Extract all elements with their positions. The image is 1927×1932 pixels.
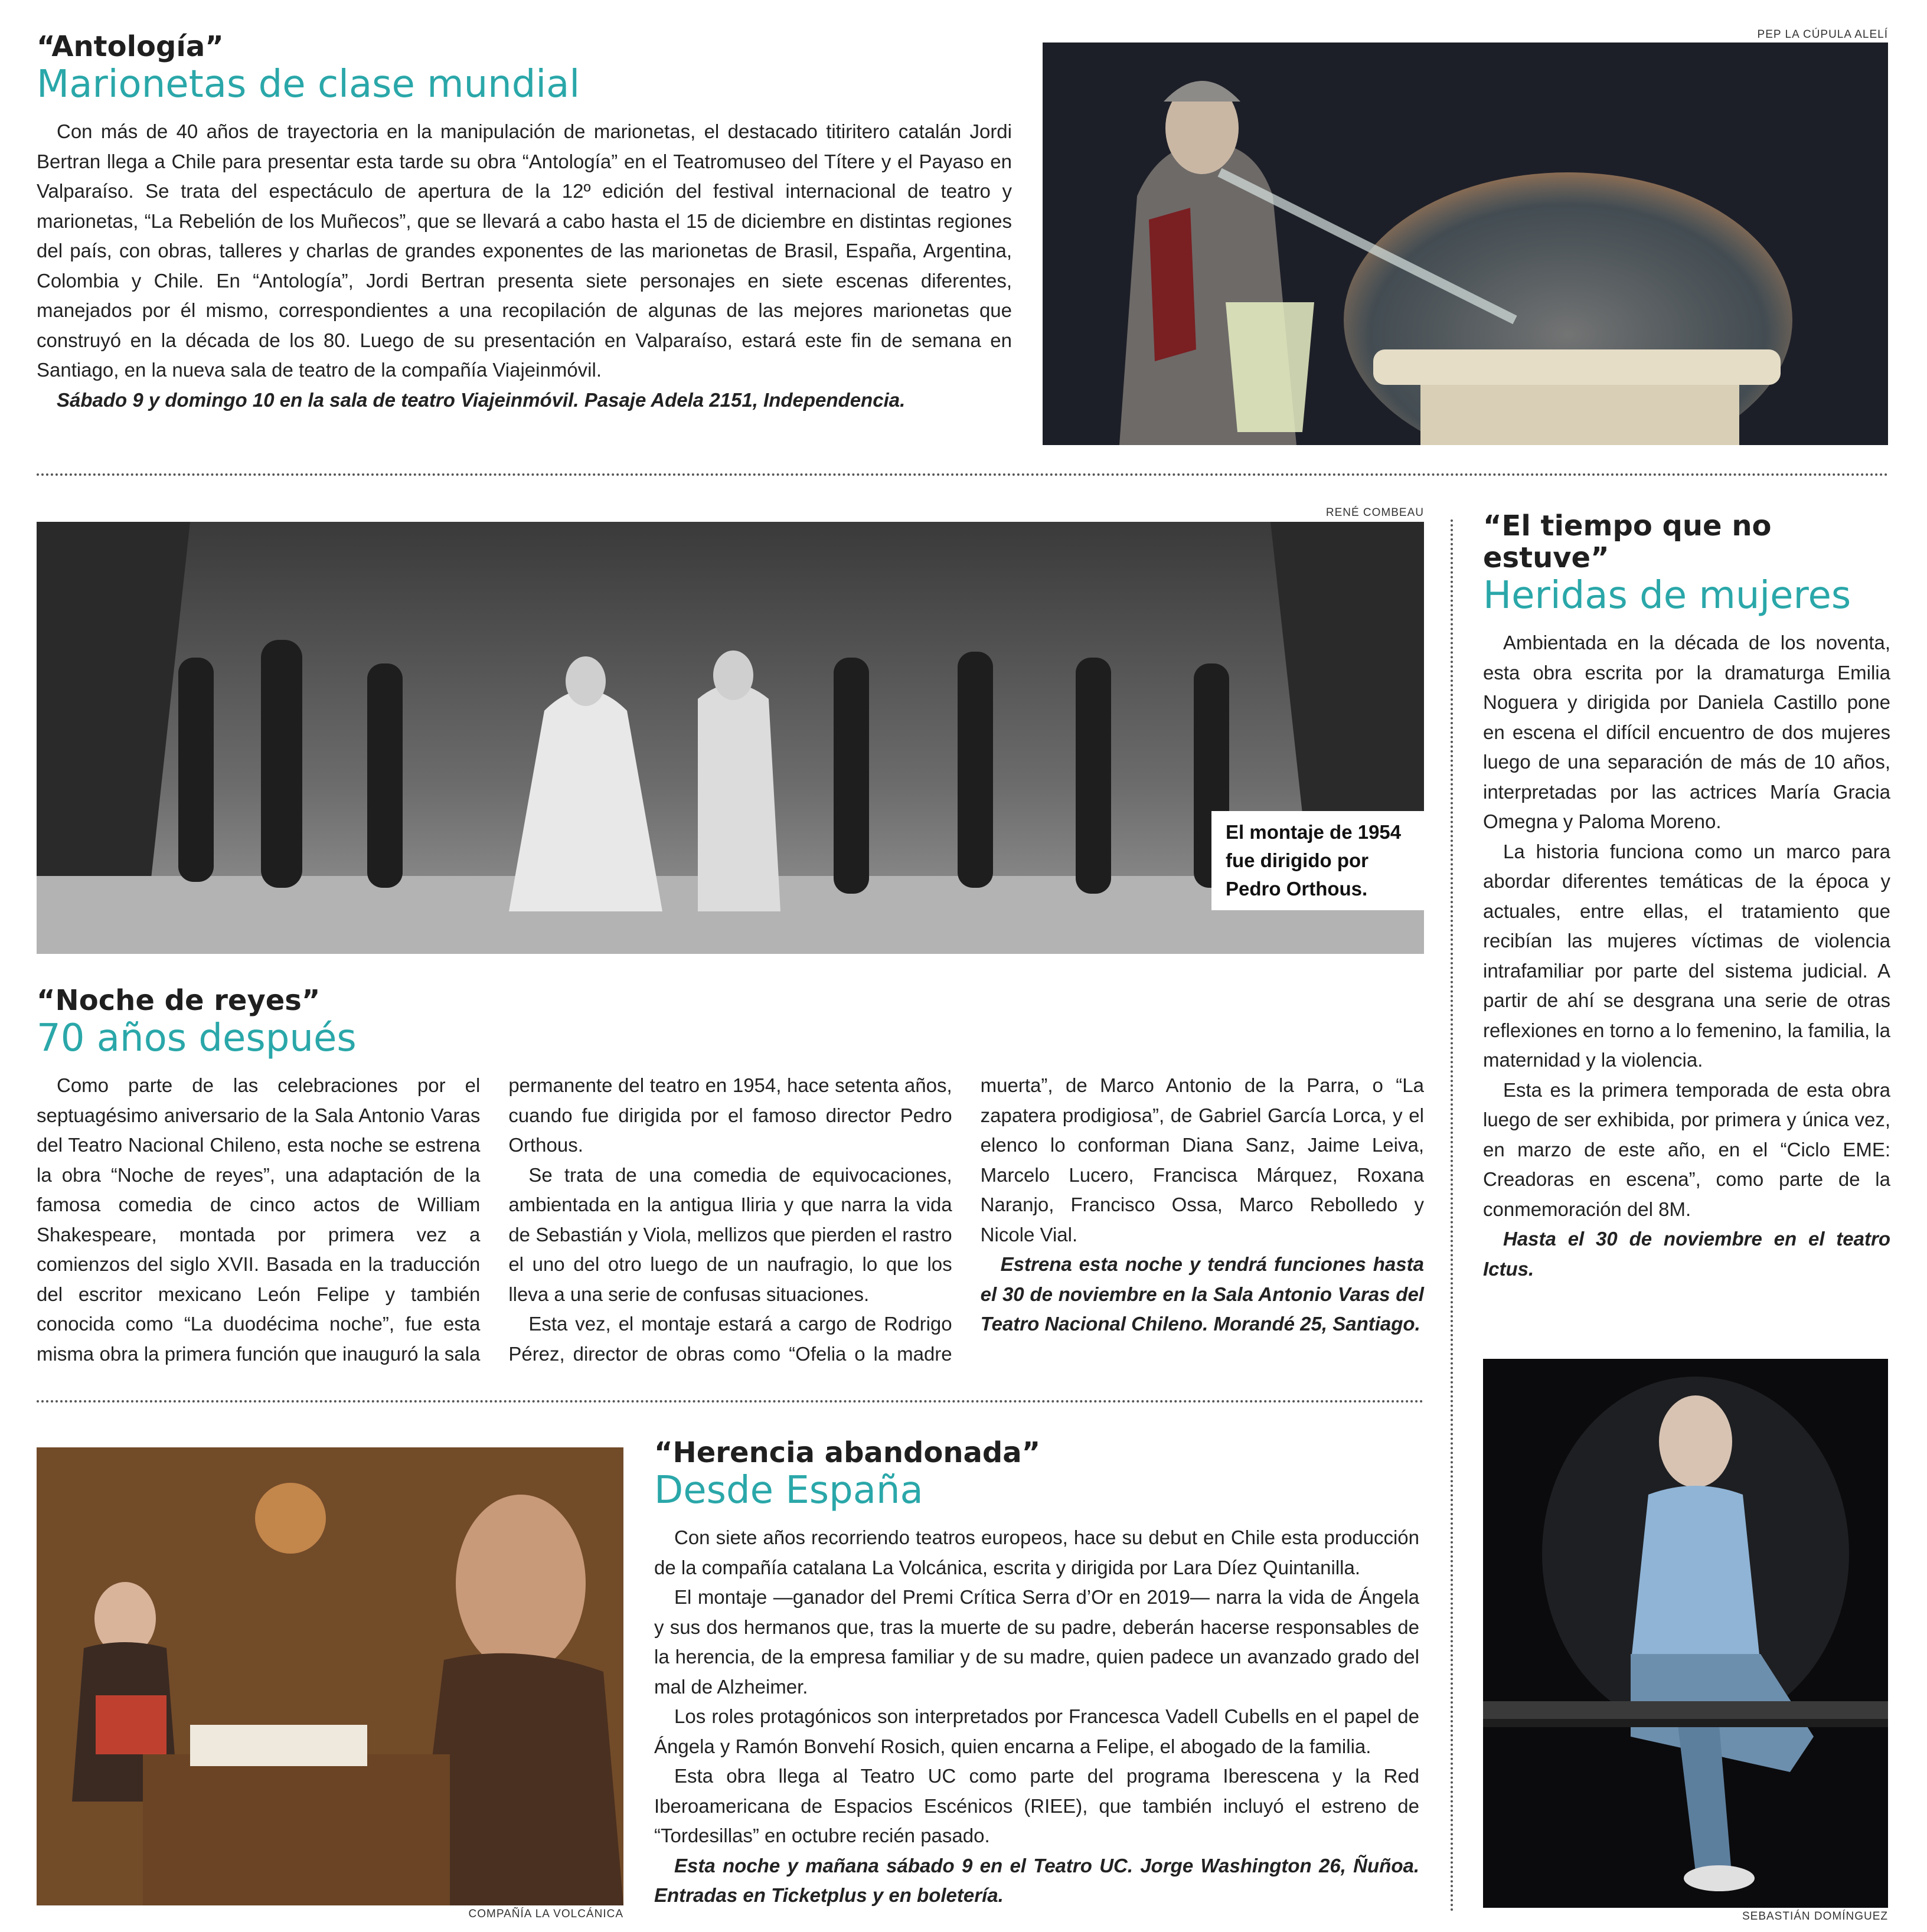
antologia-photo [1043,43,1888,445]
antologia-headline: Marionetas de clase mundial [37,63,580,106]
tiempo-photo [1483,1359,1888,1908]
section-divider-top [37,473,1889,476]
antologia-body [37,117,1012,415]
tiempo-kicker: “El tiempo que no estuve” [1483,509,1772,574]
herencia-headline: Desde España [654,1469,923,1512]
antologia-photo-credit: PEP LA CÚPULA ALELÍ [1757,28,1888,41]
tiempo-body [1483,628,1890,1284]
noche-kicker: “Noche de reyes” [37,984,321,1017]
antologia-kicker: “Antología” [37,30,224,63]
noche-body [37,1071,1424,1369]
article-antologia [37,31,1012,415]
tiempo-paragraph-2: La historia funciona como un marco para abordar diferentes temáticas de la época y actuales, entre ellas, el tratamiento que recibían las mujeres víctimas de violencia intrafamiliar por parte del sistema judicial. A partir de ahí se desgrana una serie de otras reflexiones en torno a lo femenino, la familia, la maternidad y la violencia. [1483,840,1890,1071]
noche-paragraph-3: Esta vez, el montaje estará a cargo de Rodrigo Pérez, director de obras como “Ofelia o la madre muerta”, de Marco Antonio de la Parra, o “La zapatera prodigiosa”, de Gabriel García Lorca, y el elenco lo conforman Diana Sanz, Jaime Leiva, Marcelo Lucero, Francisca Márquez, Roxana Naranjo, Francisco Ossa, Marco Rebolledo y Nicole Vial. [508,1074,1424,1365]
herencia-photo [37,1447,623,1905]
noche-photo-caption: El montaje de 1954 fue dirigido por Pedro Orthous. [1211,811,1424,910]
noche-headline: 70 años después [37,1016,357,1060]
herencia-photo-credit: COMPAÑÍA LA VOLCÁNICA [468,1908,623,1920]
column-divider [1451,519,1453,1913]
article-el-tiempo-que-no-estuve [1483,510,1890,1284]
article-noche-de-reyes [37,985,1424,1369]
tiempo-info: Hasta el 30 de noviembre en el teatro Ictus. [1483,1228,1890,1280]
noche-info: Estrena esta noche y tendrá funciones hasta el 30 de noviembre en la Sala Antonio Varas del Teatro Nacional Chileno. Morandé 25, Santiago. [980,1253,1424,1335]
tiempo-paragraph-3: Esta es la primera temporada de esta obra luego de ser exhibida, por primera y única vez, en marzo de este año, en el “Ciclo EME: Creadoras en escena”, como parte de la conmemoración del 8M. [1483,1078,1890,1220]
tiempo-paragraph-1: Ambientada en la década de los noventa, esta obra escrita por la dramaturga Emilia Noguera y dirigida por Daniela Castillo pone en escena el difícil encuentro de dos mujeres luego de una separación de más de 10 años, interpretadas por las actrices María Gracia Omegna y Paloma Moreno. [1483,632,1890,832]
herencia-paragraph-2: El montaje —ganador del Premi Crítica Serra d’Or en 2019— narra la vida de Ángela y sus dos hermanos que, tras la muerte de su padre, deberán hacerse responsables de la herencia, de la empresa familiar y de su madre, quien padece un avanzado grado del mal de Alzheimer. [654,1586,1419,1698]
section-divider-middle [37,1400,1424,1403]
article-herencia-abandonada [654,1437,1419,1911]
noche-paragraph-2: Se trata de una comedia de equivocaciones, ambientada en la antigua Iliria y que narra la vida de Sebastián y Viola, mellizos que pierden el rastro el uno del otro luego de un naufragio, lo que los lleva a una serie de confusas situaciones. [508,1163,952,1305]
herencia-info: Esta noche y mañana sábado 9 en el Teatro UC. Jorge Washington 26, Ñuñoa. Entradas en Ticketplus y en boletería. [654,1854,1419,1906]
herencia-kicker: “Herencia abandonada” [654,1436,1041,1469]
herencia-paragraph-3: Los roles protagónicos son interpretados por Francesca Vadell Cubells en el papel de Ángela y Ramón Bonvehí Rosich, quien encarna a Felipe, el abogado de la familia. [654,1705,1419,1757]
tiempo-photo-credit: SEBASTIÁN DOMÍNGUEZ [1742,1910,1888,1923]
herencia-paragraph-1: Con siete años recorriendo teatros europeos, hace su debut en Chile esta producción de la compañía catalana La Volcánica, escrita y dirigida por Lara Díez Quintanilla. [654,1526,1419,1578]
herencia-paragraph-4: Esta obra llega al Teatro UC como parte del programa Iberescena y la Red Iberoamericana de Espacios Escénicos (RIEE), que también incluyó el estreno de “Tordesillas” en octubre recién pasado. [654,1765,1419,1846]
herencia-body [654,1523,1419,1911]
noche-paragraph-1: Como parte de las celebraciones por el septuagésimo aniversario de la Sala Antonio Varas del Teatro Nacional Chileno, esta noche se estrena la obra “Noche de reyes”, una adaptación de la famosa comedia de cinco actos de William Shakespeare, montada por primera vez a comienzos del siglo XVII. Basada en la traducción del escritor mexicano León Felipe y también conocida como “La duodécima noche”, fue esta misma obra la primera función que inauguró la sala permanente del teatro en 1954, hace setenta años, cuando fue dirigida por el famoso director Pedro Orthous. [37,1074,952,1365]
antologia-info: Sábado 9 y domingo 10 en la sala de teatro Viajeinmóvil. Pasaje Adela 2151, Independencia. [57,388,906,411]
noche-photo-credit: RENÉ COMBEAU [1325,506,1424,519]
antologia-paragraph: Con más de 40 años de trayectoria en la manipulación de marionetas, el destacado titiritero catalán Jordi Bertran llega a Chile para presentar esta tarde su obra “Antología” en el Teatromuseo del Títere y el Payaso en Valparaíso. Se trata del espectáculo de apertura de la 12º edición del festival internacional de teatro y marionetas, “La Rebelión de los Muñecos”, que se llevará a cabo hasta el 15 de diciembre en distintas regiones del país, con obras, talleres y charlas de grandes exponentes de las marionetas de Brasil, España, Argentina, Colombia y Chile. En “Antología”, Jordi Bertran presenta siete personajes en siete escenas diferentes, manejados por él mismo, correspondientes a una recopilación de algunas de las mejores marionetas que construyó en la década de los 80. Luego de su presentación en Valparaíso, estará este fin de semana en Santiago, en la nueva sala de teatro de la compañía Viajeinmóvil. [37,120,1012,381]
tiempo-headline: Heridas de mujeres [1483,574,1851,617]
